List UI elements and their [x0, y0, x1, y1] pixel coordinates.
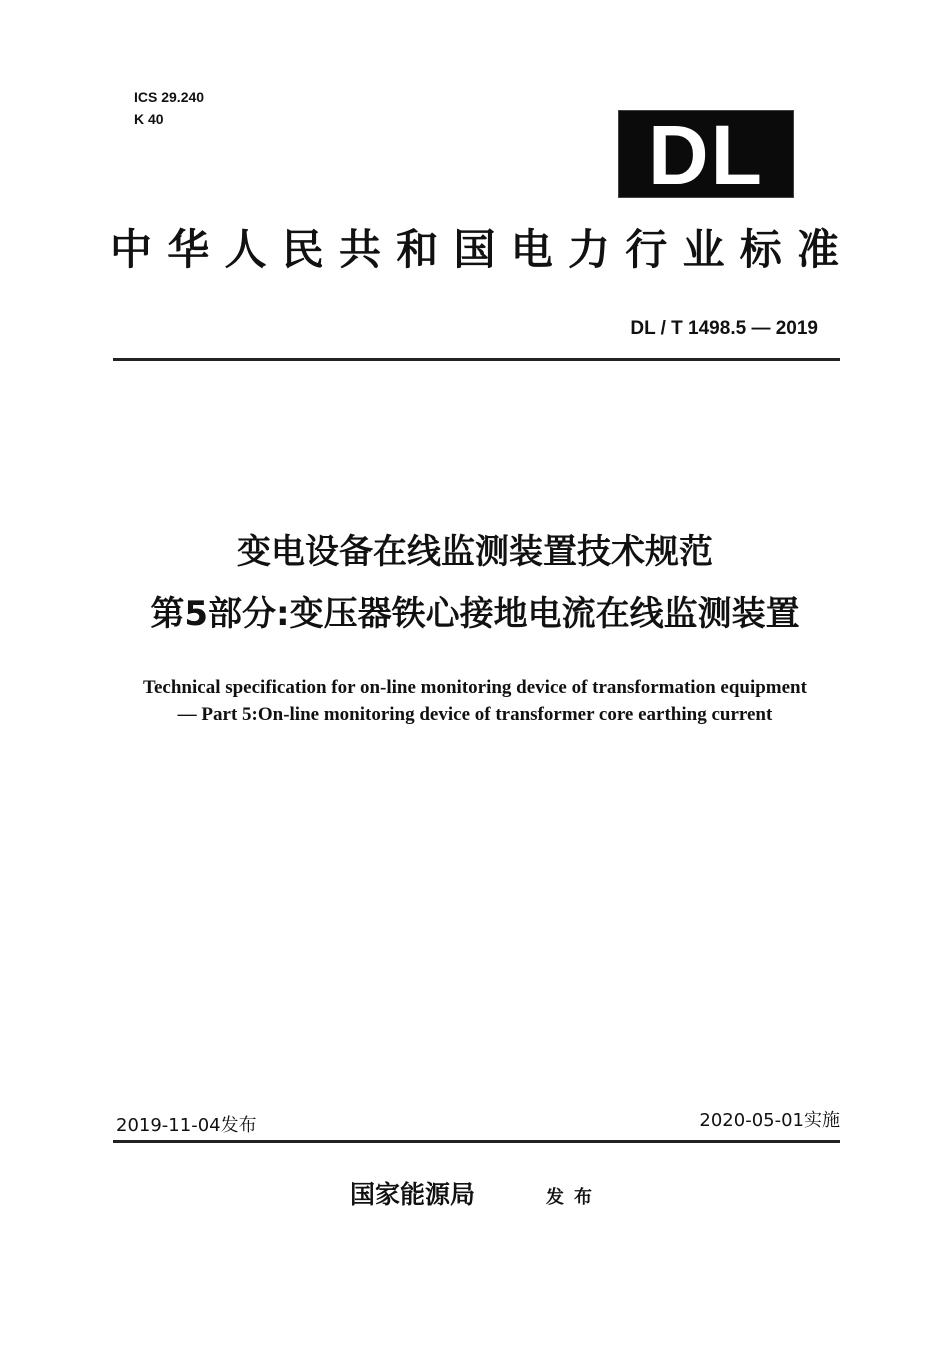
- issue-date: 2019-11-04发布: [116, 1115, 257, 1136]
- title-cn-line2: 第5部分:变压器铁心接地电流在线监测装置: [150, 594, 800, 634]
- title-cn-line1: 变电设备在线监测装置技术规范: [237, 532, 713, 572]
- title-en-line1: Technical specification for on-line monitoring device of transformation equipment: [143, 677, 807, 698]
- publisher-name: 国家能源局: [350, 1180, 476, 1209]
- dl-logo: DL: [618, 110, 794, 198]
- ics-code: ICS 29.240: [134, 89, 205, 105]
- title-en-line2: — Part 5:On-line monitoring device of transformer core earthing current: [177, 704, 773, 725]
- publish-label: 发布: [546, 1187, 602, 1208]
- standard-category: 中华人民共和国电力行业标准: [110, 225, 842, 274]
- classification-code: K 40: [134, 111, 164, 127]
- bottom-divider: [113, 1140, 840, 1143]
- top-divider: [113, 358, 840, 361]
- implementation-date: 2020-05-01实施: [699, 1110, 840, 1131]
- standard-number: DL / T 1498.5 — 2019: [630, 318, 818, 339]
